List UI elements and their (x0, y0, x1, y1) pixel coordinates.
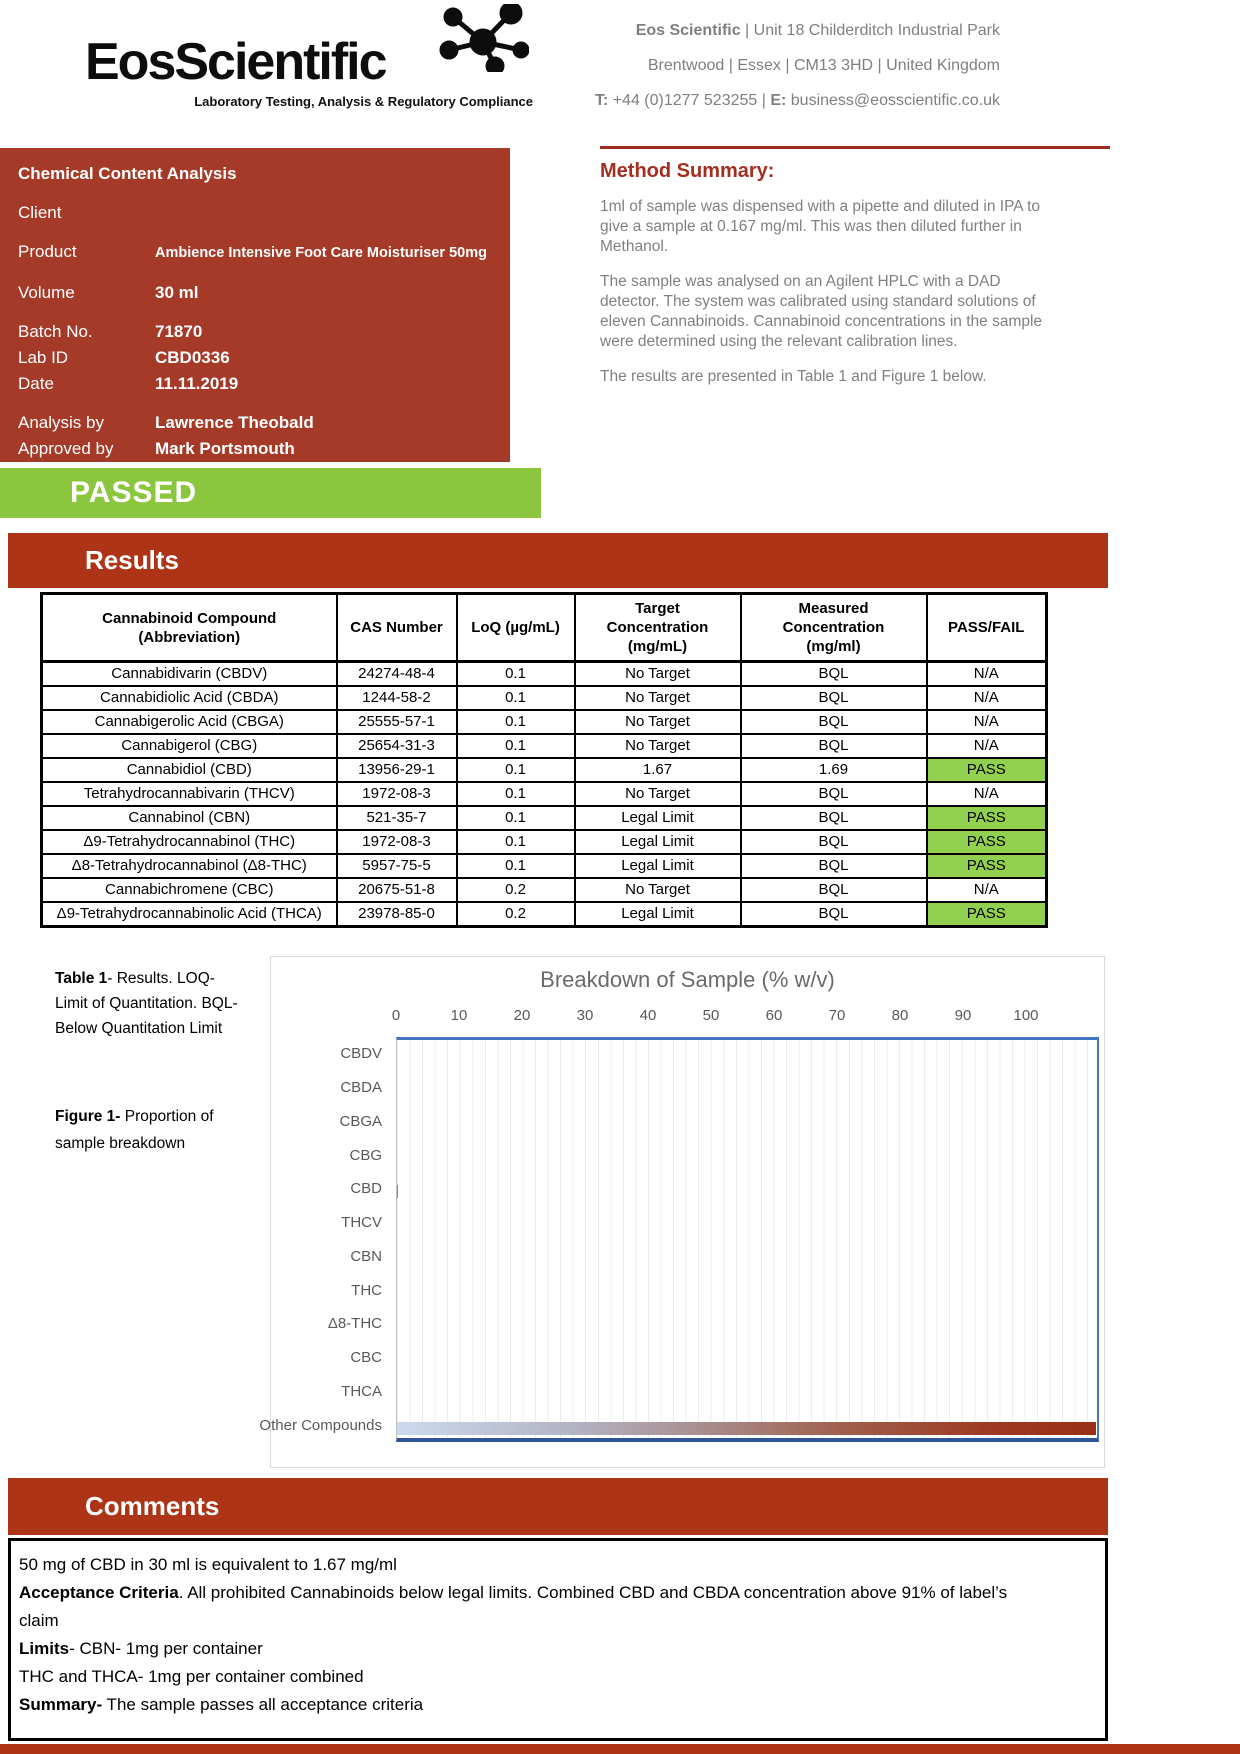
method-paragraph: The results are presented in Table 1 and Figure 1 below. (600, 368, 987, 385)
cell: 20675-51-8 (337, 878, 457, 902)
cell: Legal Limit (575, 902, 741, 927)
cell: BQL (741, 686, 927, 710)
cell: No Target (575, 662, 741, 687)
cell: Legal Limit (575, 830, 741, 854)
volume-row (18, 282, 492, 303)
cell: Cannabidiolic Acid (CBDA) (42, 686, 337, 710)
table-row (42, 806, 1047, 830)
header-divider (600, 146, 1110, 149)
cell: 0.1 (457, 686, 575, 710)
figure1-caption-text: Proportion of sample breakdown (55, 1108, 214, 1152)
cell: Cannabidiol (CBD) (42, 758, 337, 782)
labid-label: Lab ID (18, 348, 69, 367)
cell: 0.1 (457, 734, 575, 758)
labid-value: CBD0336 (155, 348, 230, 367)
table1-caption (55, 966, 250, 1041)
category-label: CBGA (339, 1112, 382, 1130)
cell: Cannabigerol (CBG) (42, 734, 337, 758)
contact-phone-email (595, 92, 1000, 110)
contact-address-line1 (595, 22, 1000, 40)
chart-row (397, 1344, 1097, 1378)
footer-strip (0, 1744, 1240, 1754)
acceptance-criteria-label: Acceptance Criteria (19, 1583, 179, 1602)
cell-passfail: PASS (927, 758, 1047, 782)
table-row (42, 686, 1047, 710)
category-label: THCV (341, 1214, 382, 1232)
bar-other-compounds (397, 1422, 1096, 1435)
cell: No Target (575, 686, 741, 710)
col-header-compound: Cannabinoid Compound (Abbreviation) (42, 594, 337, 662)
cell: 5957-75-5 (337, 854, 457, 878)
figure1-caption (55, 1103, 230, 1157)
chart-row (397, 1175, 1097, 1209)
cell: BQL (741, 734, 927, 758)
batch-value: 71870 (155, 322, 203, 341)
cell: BQL (741, 782, 927, 806)
passed-status-banner: PASSED (0, 468, 541, 518)
sample-info-panel (0, 148, 510, 462)
company-name: Eos Scientific (635, 22, 741, 39)
cell: 1244-58-2 (337, 686, 457, 710)
col-header-cas: CAS Number (337, 594, 457, 662)
axis-tick: 60 (765, 1007, 783, 1024)
contact-address-line2: Brentwood | Essex | CM13 3HD | United Kingdom (647, 57, 1000, 74)
table-row (42, 782, 1047, 806)
cell: 1972-08-3 (337, 830, 457, 854)
chart-row (397, 1209, 1097, 1243)
volume-label: Volume (18, 283, 75, 302)
comments-section-header: Comments (8, 1478, 1108, 1535)
chart-row (397, 1108, 1097, 1142)
cell: 0.1 (457, 830, 575, 854)
limits-label: Limits (19, 1639, 70, 1658)
category-label: CBDV (340, 1045, 382, 1063)
results-table (40, 592, 1048, 928)
phone-number: +44 (0)1277 523255 | (608, 92, 771, 109)
axis-tick: 90 (954, 1007, 972, 1024)
category-label: THC (351, 1281, 382, 1299)
chart-row (397, 1411, 1097, 1445)
comment-line: 50 mg of CBD in 30 ml is equivalent to 1.67 mg/ml (19, 1555, 397, 1574)
chart-row (397, 1243, 1097, 1277)
cell: 0.1 (457, 806, 575, 830)
bar (397, 1185, 398, 1198)
axis-tick: 20 (513, 1007, 531, 1024)
cell: No Target (575, 710, 741, 734)
results-section-header: Results (8, 533, 1108, 588)
col-header-passfail: PASS/FAIL (927, 594, 1047, 662)
category-label: Δ8-THC (327, 1315, 382, 1333)
col-header-target: Target Concentration (mg/mL) (575, 594, 741, 662)
cell: 13956-29-1 (337, 758, 457, 782)
batch-row (18, 321, 492, 342)
chart-row (397, 1378, 1097, 1412)
cell: 521-35-7 (337, 806, 457, 830)
comment-line (19, 1691, 1097, 1719)
cell: Cannabidivarin (CBDV) (42, 662, 337, 687)
cell: BQL (741, 878, 927, 902)
chart-title: Breakdown of Sample (% w/v) (540, 967, 835, 992)
comments-box (8, 1538, 1108, 1741)
cell: Cannabinol (CBN) (42, 806, 337, 830)
date-value: 11.11.2019 (155, 374, 239, 393)
category-label: CBG (349, 1146, 382, 1164)
cell-passfail: N/A (927, 734, 1047, 758)
cell: Legal Limit (575, 854, 741, 878)
approved-by-row (18, 438, 492, 459)
axis-tick: 80 (891, 1007, 909, 1024)
approved-by-value: Mark Portsmouth (155, 439, 295, 458)
email-address: business@eosscientific.co.uk (786, 92, 1000, 109)
summary-text: The sample passes all acceptance criteria (102, 1695, 424, 1714)
panel-title: Chemical Content Analysis (18, 164, 237, 183)
cell-passfail: N/A (927, 710, 1047, 734)
chart-row (397, 1040, 1097, 1074)
axis-tick: 10 (450, 1007, 468, 1024)
comment-line: claim (19, 1611, 59, 1630)
cell-passfail: N/A (927, 662, 1047, 687)
cell: 0.1 (457, 782, 575, 806)
cell: 0.1 (457, 662, 575, 687)
col-header-measured: Measured Concentration (mg/ml) (741, 594, 927, 662)
method-summary-title: Method Summary: (600, 160, 775, 182)
email-label: E: (770, 92, 787, 109)
cell: BQL (741, 902, 927, 927)
cell: 0.1 (457, 710, 575, 734)
cell: Tetrahydrocannabivarin (THCV) (42, 782, 337, 806)
cell: Cannabigerolic Acid (CBGA) (42, 710, 337, 734)
volume-value: 30 ml (155, 283, 199, 302)
cell-passfail: N/A (927, 878, 1047, 902)
client-row (18, 202, 492, 223)
analysis-by-value: Lawrence Theobald (155, 413, 314, 432)
figure1-caption-bold: Figure 1- (55, 1108, 121, 1125)
cell-passfail: PASS (927, 902, 1047, 927)
chart-row (397, 1276, 1097, 1310)
cell: Legal Limit (575, 806, 741, 830)
address-part: | Unit 18 Childerditch Industrial Park (740, 22, 1000, 39)
chart-x-axis (381, 1007, 1041, 1024)
category-label: CBDA (340, 1079, 382, 1097)
cell: 23978-85-0 (337, 902, 457, 927)
molecule-icon (437, 4, 529, 77)
category-label: Other Compounds (259, 1416, 382, 1434)
axis-tick: 0 (391, 1007, 401, 1024)
cell: BQL (741, 806, 927, 830)
cell: 24274-48-4 (337, 662, 457, 687)
cell: 0.1 (457, 758, 575, 782)
product-row (18, 241, 492, 264)
cell: 1972-08-3 (337, 782, 457, 806)
category-label: CBC (350, 1349, 382, 1367)
client-label: Client (18, 203, 62, 222)
summary-label: Summary- (19, 1695, 103, 1714)
cell: BQL (741, 662, 927, 687)
axis-tick: 40 (639, 1007, 657, 1024)
method-summary-section (600, 160, 1055, 402)
cell: Δ9-Tetrahydrocannabinol (THC) (42, 830, 337, 854)
product-value: Ambience Intensive Foot Care Moisturiser 50mg (155, 245, 487, 261)
cell: 0.1 (457, 854, 575, 878)
analysis-by-label: Analysis by (18, 413, 104, 432)
table-row (42, 662, 1047, 687)
cell: No Target (575, 734, 741, 758)
date-label: Date (18, 374, 54, 393)
cell: BQL (741, 710, 927, 734)
cell-passfail: PASS (927, 854, 1047, 878)
company-contact-info (595, 22, 1000, 127)
table1-caption-bold: Table 1 (55, 970, 108, 987)
method-paragraph: The sample was analysed on an Agilent HPLC with a DAD detector. The system was calibrated using standard solutions of eleven Cannabinoids. Cannabinoid concentrations in the sample were determined using the relevant calibration lines. (600, 273, 1043, 350)
chart-row (397, 1074, 1097, 1108)
approved-by-label: Approved by (18, 439, 114, 458)
cell: No Target (575, 878, 741, 902)
cell-passfail: PASS (927, 830, 1047, 854)
company-logo (85, 6, 555, 109)
table-row (42, 878, 1047, 902)
category-label: CBD (350, 1180, 382, 1198)
cell: No Target (575, 782, 741, 806)
cell: 0.2 (457, 878, 575, 902)
axis-tick: 100 (1013, 1007, 1039, 1024)
cell: Cannabichromene (CBC) (42, 878, 337, 902)
cell-passfail: N/A (927, 686, 1047, 710)
chart-row (397, 1141, 1097, 1175)
table-header-row (42, 594, 1047, 662)
cell: Δ8-Tetrahydrocannabinol (Δ8-THC) (42, 854, 337, 878)
comment-line (19, 1579, 1097, 1607)
analysis-by-row (18, 412, 492, 433)
logo-tagline: Laboratory Testing, Analysis & Regulatory Compliance (194, 94, 533, 109)
chart-plot-area (396, 1037, 1099, 1442)
comment-line: THC and THCA- 1mg per container combined (19, 1667, 364, 1686)
axis-tick: 50 (702, 1007, 720, 1024)
batch-label: Batch No. (18, 322, 93, 341)
acceptance-criteria-text: . All prohibited Cannabinoids below legal limits. Combined CBD and CBDA concentration above 91% of label’s (178, 1583, 1008, 1602)
table-row (42, 854, 1047, 878)
col-header-loq: LoQ (µg/mL) (457, 594, 575, 662)
cell: 1.69 (741, 758, 927, 782)
sample-breakdown-chart (259, 956, 1105, 1468)
cell-passfail: PASS (927, 806, 1047, 830)
method-paragraph: 1ml of sample was dispensed with a pipette and diluted in IPA to give a sample at 0.167 mg/ml. This was then diluted further in Methanol. (600, 198, 1041, 255)
table-row (42, 902, 1047, 927)
chart-row (397, 1310, 1097, 1344)
chart-category-labels (259, 1037, 388, 1442)
comment-line (19, 1635, 1097, 1663)
table-row (42, 734, 1047, 758)
date-row (18, 373, 492, 394)
cell: BQL (741, 854, 927, 878)
cell: 25654-31-3 (337, 734, 457, 758)
cell: 0.2 (457, 902, 575, 927)
table-row (42, 830, 1047, 854)
table-row (42, 758, 1047, 782)
cell: 1.67 (575, 758, 741, 782)
table1-caption-text: - Results. LOQ- Limit of Quantitation. BQL- Below Quantitation Limit (55, 970, 238, 1037)
cell: 25555-57-1 (337, 710, 457, 734)
axis-tick: 30 (576, 1007, 594, 1024)
axis-tick: 70 (828, 1007, 846, 1024)
product-label: Product (18, 242, 77, 261)
category-label: THCA (341, 1382, 382, 1400)
cell: BQL (741, 830, 927, 854)
category-label: CBN (350, 1247, 382, 1265)
phone-label: T: (594, 92, 609, 109)
labid-row (18, 347, 492, 368)
table-row (42, 710, 1047, 734)
cell: Δ9-Tetrahydrocannabinolic Acid (THCA) (42, 902, 337, 927)
logo-wordmark: EosScientific (85, 33, 386, 91)
limits-text: - CBN- 1mg per container (69, 1639, 263, 1658)
cell-passfail: N/A (927, 782, 1047, 806)
